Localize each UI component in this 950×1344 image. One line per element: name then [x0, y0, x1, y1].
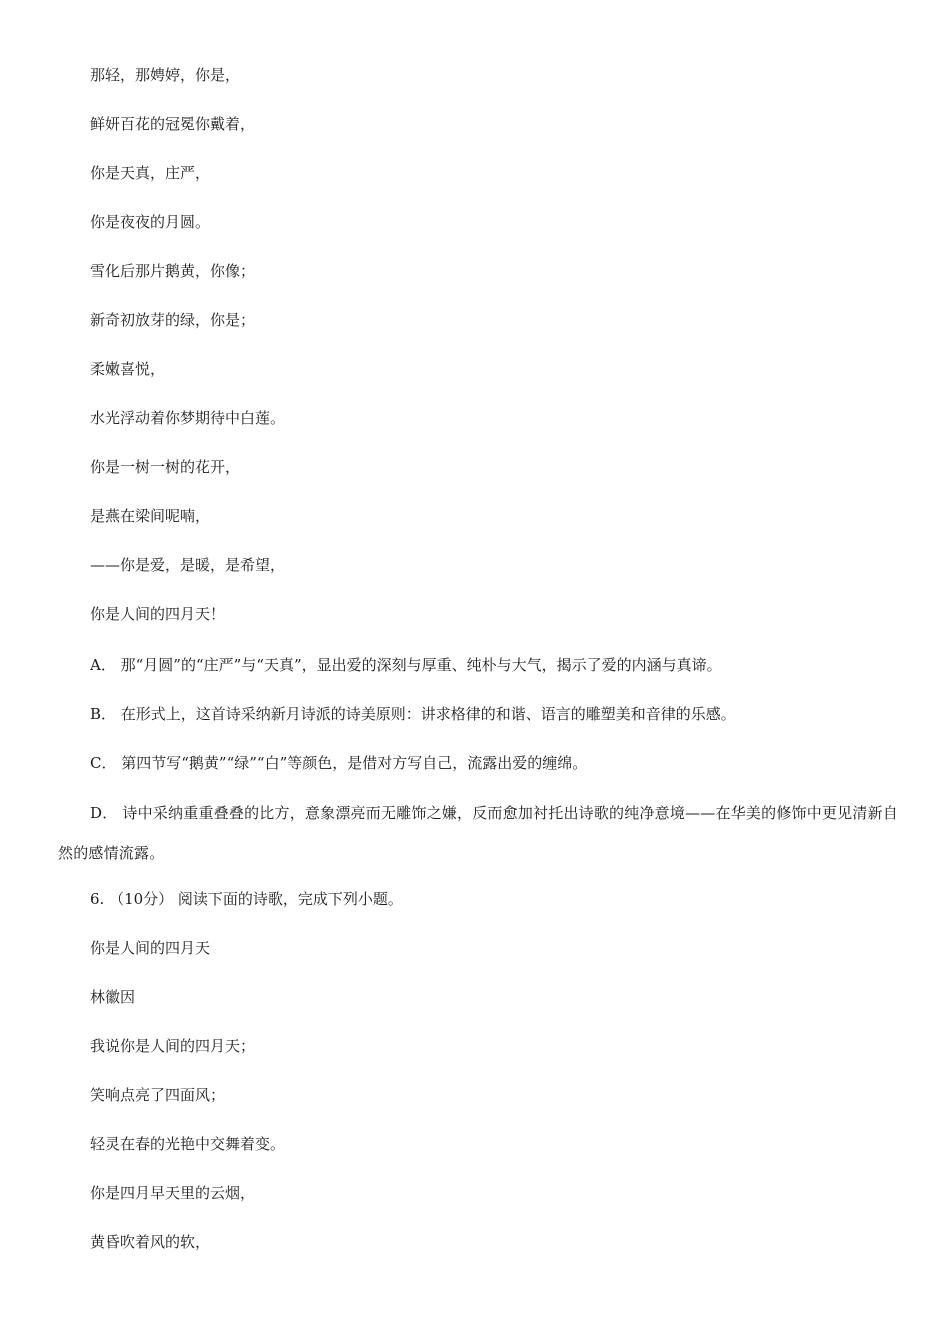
poem-line: 水光浮动着你梦期待中白莲。	[90, 409, 286, 427]
question-stem: 6. （10分） 阅读下面的诗歌，完成下列小题。	[90, 890, 403, 908]
poem-line: 新奇初放芽的绿，你是；	[90, 311, 256, 329]
poem-line: 你是一树一树的花开，	[90, 458, 241, 476]
poem-line: 柔嫩喜悦，	[90, 360, 166, 378]
poem-author: 林徽因	[90, 988, 136, 1006]
poem-line: 雪化后那片鹅黄，你像；	[90, 262, 256, 280]
poem-line: 你是四月早天里的云烟，	[90, 1184, 256, 1202]
poem-line: 你是夜夜的月圆。	[90, 213, 211, 231]
poem-line: 是燕在梁间呢喃，	[90, 507, 211, 525]
poem-line: 你是天真，庄严，	[90, 164, 211, 182]
poem-line: 轻灵在春的光艳中交舞着变。	[90, 1135, 286, 1153]
poem-line: 我说你是人间的四月天；	[90, 1037, 256, 1055]
option-a[interactable]: A． 那“月圆”的“庄严”与“天真”，显出爱的深刻与厚重、纯朴与大气，揭示了爱的内涵与真谛。	[90, 656, 722, 674]
option-b[interactable]: B． 在形式上，这首诗采纳新月诗派的诗美原则：讲求格律的和谐、语言的雕塑美和音律的乐感。	[90, 705, 736, 723]
poem-line: 黄昏吹着风的软，	[90, 1233, 211, 1251]
poem-line: 笑响点亮了四面风；	[90, 1086, 226, 1104]
poem-title: 你是人间的四月天	[90, 939, 211, 957]
option-d[interactable]: D． 诗中采纳重重叠叠的比方，意象漂亮而无雕饰之嫌，反而愈加衬托出诗歌的纯净意境——在华美的修饰中更见清新自然的感情流露。	[58, 804, 898, 862]
poem-line: ——你是爱，是暖，是希望，	[90, 556, 286, 574]
poem-line: 鲜妍百花的冠冕你戴着，	[90, 115, 256, 133]
poem-line: 那轻，那娉婷，你是，	[90, 66, 241, 84]
option-c[interactable]: C． 第四节写“鹅黄”“绿”“白”等颜色，是借对方写自己，流露出爱的缠绵。	[90, 754, 588, 772]
poem-line: 你是人间的四月天！	[90, 605, 226, 623]
